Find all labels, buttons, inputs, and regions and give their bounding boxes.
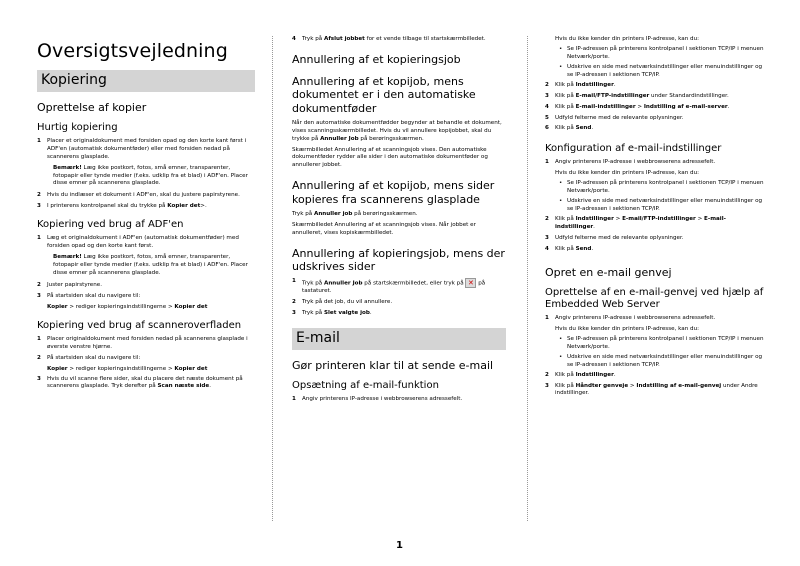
- column-divider: [272, 36, 273, 521]
- list-item: 3 Tryk på Slet valgte job.: [292, 310, 372, 317]
- bullet-item: • Udskrive en side med netværksindstillinger eller menuindstillinger og se IP-adressen i sektionen TCP/IP.: [559, 353, 763, 368]
- list-item: 4 Klik på E-mail-indstillinger > Indstilling af e-mail-server.: [545, 103, 730, 110]
- menu-path: Kopier > rediger kopieringsindstillingerne > Kopier det: [47, 303, 208, 310]
- subsection-heading: Opsætning af e-mail-funktion: [292, 380, 439, 392]
- note: Bemærk! Læg ikke postkort, fotos, små emner, transparenter, fotopapir eller tynde medier (f.eks. udklip fra et blad) i ADF'en. Placer disse emner på scannerens glasplade.: [53, 254, 248, 277]
- list-item: 2 På startsiden skal du navigere til:: [37, 354, 141, 361]
- column-3: [545, 36, 765, 401]
- list-item: 1 Placer et originaldokument med forsiden opad og den korte kant først i ADF'en (automatisk dokumentføder) eller med forsiden nedad på scannerens glasplade.: [37, 137, 247, 160]
- cancel-x-icon: ✕: [465, 278, 476, 288]
- subsection-heading: Kopiering ved brug af ADF'en: [37, 219, 184, 231]
- bullet-item: • Udskrive en side med netværksindstillinger eller menuindstillinger og se IP-adressen i sektionen TCP/IP.: [559, 198, 763, 213]
- menu-path: Kopier > rediger kopieringsindstillingerne > Kopier det: [47, 365, 208, 372]
- list-item: 2 Klik på Indstillinger.: [545, 371, 616, 378]
- list-item: 3 Hvis du vil scanne flere sider, skal du placere det næste dokument på scannerens glasplade. Tryk derefter på Scan næste side.: [37, 375, 243, 390]
- document-title: Oversigtsvejledning: [37, 40, 228, 62]
- list-item: 2 Klik på Indstillinger > E-mail/FTP-indstillinger > E-mail-indstillinger.: [545, 216, 726, 230]
- bullet-item: • Se IP-adressen på printerens kontrolpanel i sektionen TCP/IP i menuen Netværk/porte.: [559, 180, 764, 195]
- section-heading: Annullering af et kopieringsjob: [292, 52, 461, 66]
- list-item: 3 Klik på E-mail/FTP-indstillinger under Standardindstillinger.: [545, 92, 729, 99]
- list-item: 2 Klik på Indstillinger.: [545, 81, 616, 88]
- paragraph: Når den automatiske dokumentfødder begynder at behandle et dokument, vises scanningsskærmbilledet. Hvis du vil annullere kopijobbet, skal du trykke på Annuller Job på berøringsskærmen.: [292, 119, 502, 142]
- list-item: 3 På startsiden skal du navigere til:: [37, 292, 141, 299]
- list-item: 1 Angiv printerens IP-adresse i webbrowserens adressefelt.: [545, 314, 716, 321]
- list-item: 1 Tryk på Annuller Job på startskærmbilledet, eller tryk på ✕ på tastaturet.: [292, 277, 486, 295]
- bullet-item: • Se IP-adressen på printerens kontrolpanel i sektionen TCP/IP i menuen Netværk/porte.: [559, 45, 764, 60]
- subsection-heading: Annullering af et kopijob, mens sider kopieres fra scannerens glasplade: [292, 179, 495, 206]
- note: Bemærk! Læg ikke postkort, fotos, små emner, transparenter, fotopapir eller tynde medier (f.eks. udklip fra et blad) i ADF'en. Placer disse emner på scannerens glasplade.: [53, 164, 248, 187]
- list-item: 2 Juster papirstyrene.: [37, 281, 103, 288]
- subsection-heading: Oprettelse af en e-mail-genvej ved hjælp af Embedded Web Server: [545, 286, 764, 310]
- list-item: 3 Udfyld felterne med de relevante oplysninger.: [545, 234, 684, 241]
- paragraph: Hvis du ikke kender din printers IP-adresse, kan du:: [555, 36, 700, 42]
- list-item: 4 Tryk på Afslut jobbet for et vende tilbage til startskærmbilledet.: [292, 36, 486, 42]
- column-divider: [527, 36, 528, 521]
- subsection-heading: Hurtig kopiering: [37, 121, 118, 133]
- paragraph: Skærmbilledet Annullering af et scanningsjob vises. Når jobbet er annulleret, vises kopiskærmbilledet.: [292, 221, 476, 236]
- subsection-heading: Annullering af et kopijob, mens dokumentet er i den automatiske dokumentføder: [292, 75, 476, 115]
- list-item: 2 Tryk på det job, du vil annullere.: [292, 299, 393, 306]
- list-item: 1 Placer originaldokument med forsiden nedad på scannerens glasplade i øverste venstre hjørne.: [37, 335, 248, 350]
- section-heading: Opret en e-mail genvej: [545, 265, 672, 279]
- bullet-item: • Se IP-adressen på printerens kontrolpanel i sektionen TCP/IP i menuen Netværk/porte.: [559, 335, 764, 350]
- paragraph: Hvis du ikke kender din printers IP-adresse, kan du:: [555, 170, 700, 177]
- list-item: 2 Hvis du indlæser et dokument i ADF'en, skal du justere papirstyrene.: [37, 192, 240, 199]
- paragraph: Hvis du ikke kender din printers IP-adresse, kan du:: [555, 325, 700, 332]
- paragraph: Skærmbilledet Annullering af et scanningsjob vises. Den automatiske dokumentføder rydder alle sider i den automatiske dokumentføder og annullerer jobbet.: [292, 146, 488, 169]
- subsection-heading: Kopiering ved brug af scanneroverfladen: [37, 319, 242, 331]
- list-item: 6 Klik på Send.: [545, 125, 594, 132]
- list-item: 1 Angiv printerens IP-adresse i webbrowserens adressefelt.: [292, 396, 463, 403]
- section-heading: Oprettelse af kopier: [37, 100, 147, 114]
- subsection-heading: Konfiguration af e-mail-indstillinger: [545, 143, 722, 155]
- chapter-heading-email: E-mail: [292, 328, 506, 350]
- list-item: 3 Klik på Håndter genveje > Indstilling af e-mail-genvej under Andre indstillinger.: [545, 382, 758, 397]
- paragraph: Tryk på Annuller job på berøringsskærmen.: [292, 210, 418, 217]
- chapter-heading-kopiering: Kopiering: [37, 70, 255, 92]
- list-item: 5 Udfyld felterne med de relevante oplysninger.: [545, 114, 684, 121]
- column-1: [37, 36, 255, 394]
- subsection-heading: Annullering af kopieringsjob, mens der udskrives sider: [292, 246, 505, 273]
- page-number: 1: [396, 540, 403, 551]
- list-item: 3 I printerens kontrolpanel skal du trykke på Kopier det>.: [37, 203, 207, 210]
- section-heading: Gør printeren klar til at sende e-mail: [292, 358, 494, 372]
- list-item: 1 Læg et originaldokument i ADF'en (automatisk dokumentføder) med forsiden opad og den korte kant først.: [37, 235, 239, 250]
- list-item: 1 Angiv printerens IP-adresse i webbrowserens adressefelt.: [545, 159, 716, 166]
- list-item: 4 Klik på Send.: [545, 245, 594, 252]
- bullet-item: • Udskrive en side med netværksindstillinger eller menuindstillinger og se IP-adressen i sektionen TCP/IP.: [559, 63, 763, 78]
- column-2: [292, 36, 506, 407]
